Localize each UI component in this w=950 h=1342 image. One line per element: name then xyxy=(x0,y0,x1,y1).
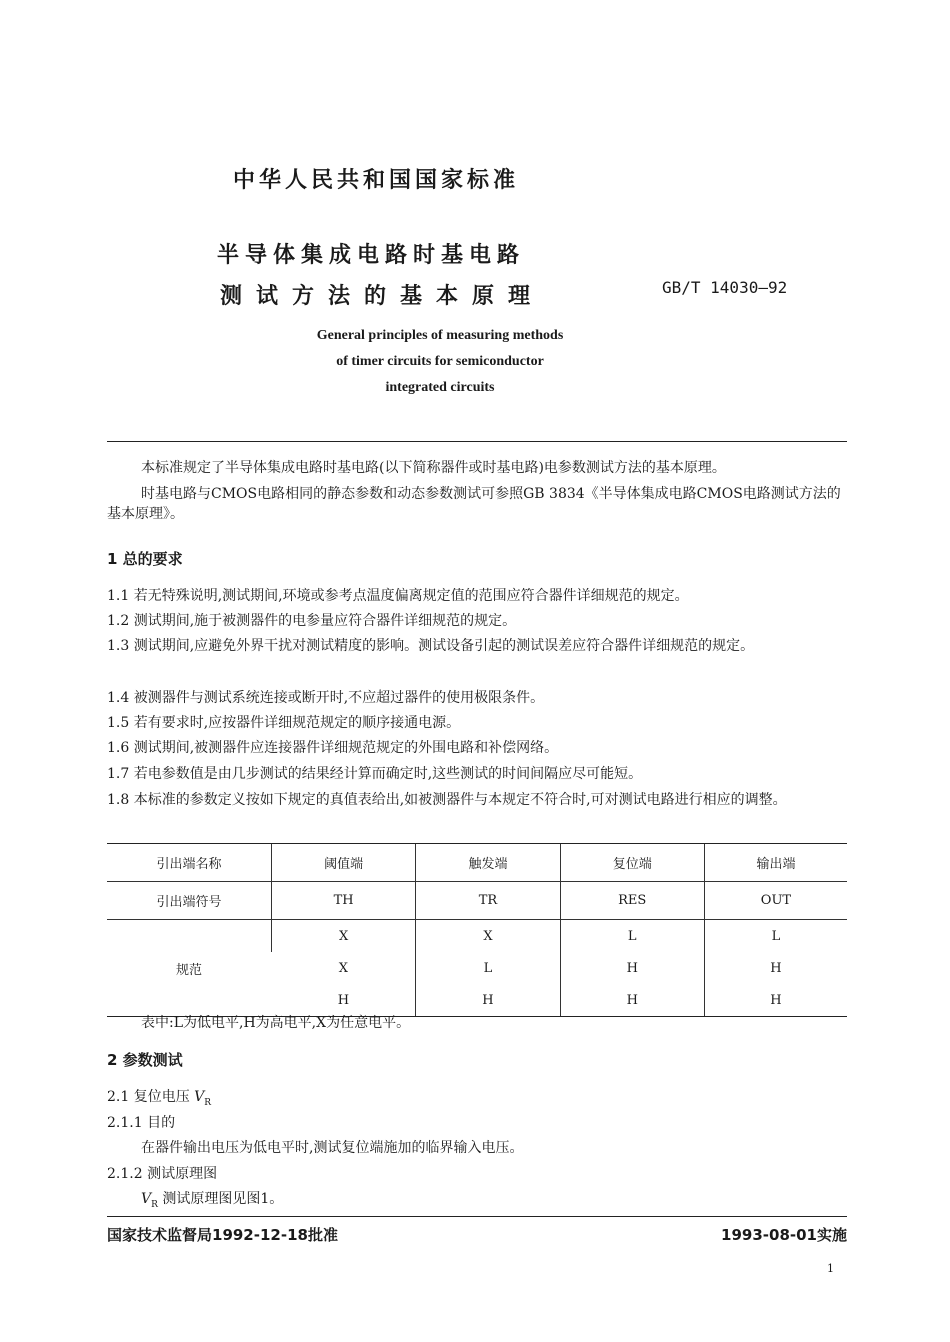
table-cell: OUT xyxy=(704,882,847,920)
truth-table xyxy=(107,843,847,1017)
table-cell: H xyxy=(704,984,847,1017)
table-symbol-row xyxy=(107,882,847,920)
table-header-row xyxy=(107,844,847,882)
implementation-date: 1993-08-01实施 xyxy=(721,1226,847,1244)
clause-2-1-1: 2.1.1 目的 xyxy=(107,1115,176,1131)
english-title-line-3: integrated circuits xyxy=(385,380,495,395)
header-divider xyxy=(107,441,847,442)
header-cell: 触发端 xyxy=(416,844,560,882)
section-2-heading: 2 参数测试 xyxy=(107,1051,183,1069)
clause-2-1-2-desc: 测试原理图见图1。 xyxy=(162,1191,284,1207)
table-cell: X xyxy=(416,920,560,953)
clause-1-1: 1.1 若无特殊说明,测试期间,环境或参考点温度偏离规定值的范围应符合器件详细规范的规定。 xyxy=(107,588,689,604)
title-line-2: 测试方法的基本原理 xyxy=(220,284,545,309)
table-cell: H xyxy=(560,984,704,1017)
table-cell: H xyxy=(272,984,416,1017)
table-spec-row xyxy=(107,920,847,953)
table-cell: TH xyxy=(272,882,416,920)
clause-1-7: 1.7 若电参数值是由几步测试的结果经计算而确定时,这些测试的时间间隔应尽可能短。 xyxy=(107,766,643,782)
table-cell: H xyxy=(704,952,847,984)
vr-subscript: R xyxy=(204,1097,212,1108)
header-cell: 阈值端 xyxy=(272,844,416,882)
table-cell: L xyxy=(416,952,560,984)
vr-symbol: V xyxy=(141,1191,152,1207)
clause-1-2: 1.2 测试期间,施于被测器件的电参量应符合器件详细规范的规定。 xyxy=(107,613,517,629)
clause-1-3: 1.3 测试期间,应避免外界干扰对测试精度的影响。测试设备引起的测试误差应符合器件详细规范的规定。 xyxy=(107,638,755,654)
clause-1-8: 1.8 本标准的参数定义按如下规定的真值表给出,如被测器件与本规定不符合时,可对测试电路进行相应的调整。 xyxy=(107,792,787,808)
spec-label-cell: 规范 xyxy=(107,920,272,1017)
clause-2-1-label: 2.1 复位电压 xyxy=(107,1089,190,1105)
title-line-1: 半导体集成电路时基电路 xyxy=(217,243,526,268)
footer-divider xyxy=(107,1216,847,1217)
table-cell: TR xyxy=(416,882,560,920)
header-cell: 引出端名称 xyxy=(107,844,272,882)
english-title-line-1: General principles of measuring methods xyxy=(316,328,564,343)
english-title-line-2: of timer circuits for semiconductor xyxy=(336,354,544,369)
table-cell: L xyxy=(560,920,704,953)
section-1-heading: 1 总的要求 xyxy=(107,550,183,568)
table-cell: X xyxy=(338,960,349,976)
vr-subscript: R xyxy=(151,1199,158,1210)
vr-symbol: V xyxy=(194,1089,205,1105)
standard-code: GB/T 14030—92 xyxy=(662,278,788,297)
clause-2-1-2: 2.1.2 测试原理图 xyxy=(107,1166,218,1182)
table-cell: X xyxy=(272,920,416,953)
table-cell: L xyxy=(704,920,847,953)
clause-1-4: 1.4 被测器件与测试系统连接或断开时,不应超过器件的使用极限条件。 xyxy=(107,690,545,706)
table-cell: H xyxy=(416,984,560,1017)
clause-2-1-1-text: 在器件输出电压为低电平时,测试复位端施加的临界输入电压。 xyxy=(141,1140,524,1156)
header-cell: 复位端 xyxy=(560,844,704,882)
clause-2-1-2-text xyxy=(141,1189,283,1215)
table-note: 表中:L为低电平,H为高电平,X为任意电平。 xyxy=(141,1015,411,1031)
clause-1-6: 1.6 测试期间,被测器件应连接器件详细规范规定的外围电路和补偿网络。 xyxy=(107,740,559,756)
header-cell: 输出端 xyxy=(704,844,847,882)
clause-2-1 xyxy=(107,1087,211,1113)
intro-paragraph-1: 本标准规定了半导体集成电路时基电路(以下简称器件或时基电路)电参数测试方法的基本原理。 xyxy=(141,460,726,476)
table-cell: RES xyxy=(560,882,704,920)
national-standard-label: 中华人民共和国国家标准 xyxy=(233,168,520,193)
table-cell: H xyxy=(560,952,704,984)
table-cell: 引出端符号 xyxy=(107,882,272,920)
approval-info: 国家技术监督局1992-12-18批准 xyxy=(107,1226,338,1244)
page-number: 1 xyxy=(827,1262,834,1275)
clause-1-5: 1.5 若有要求时,应按器件详细规范规定的顺序接通电源。 xyxy=(107,715,461,731)
intro-paragraph-2: 时基电路与CMOS电路相同的静态参数和动态参数测试可参照GB 3834《半导体集成电路CMOS电路测试方法的基本原理》。 xyxy=(107,486,841,522)
